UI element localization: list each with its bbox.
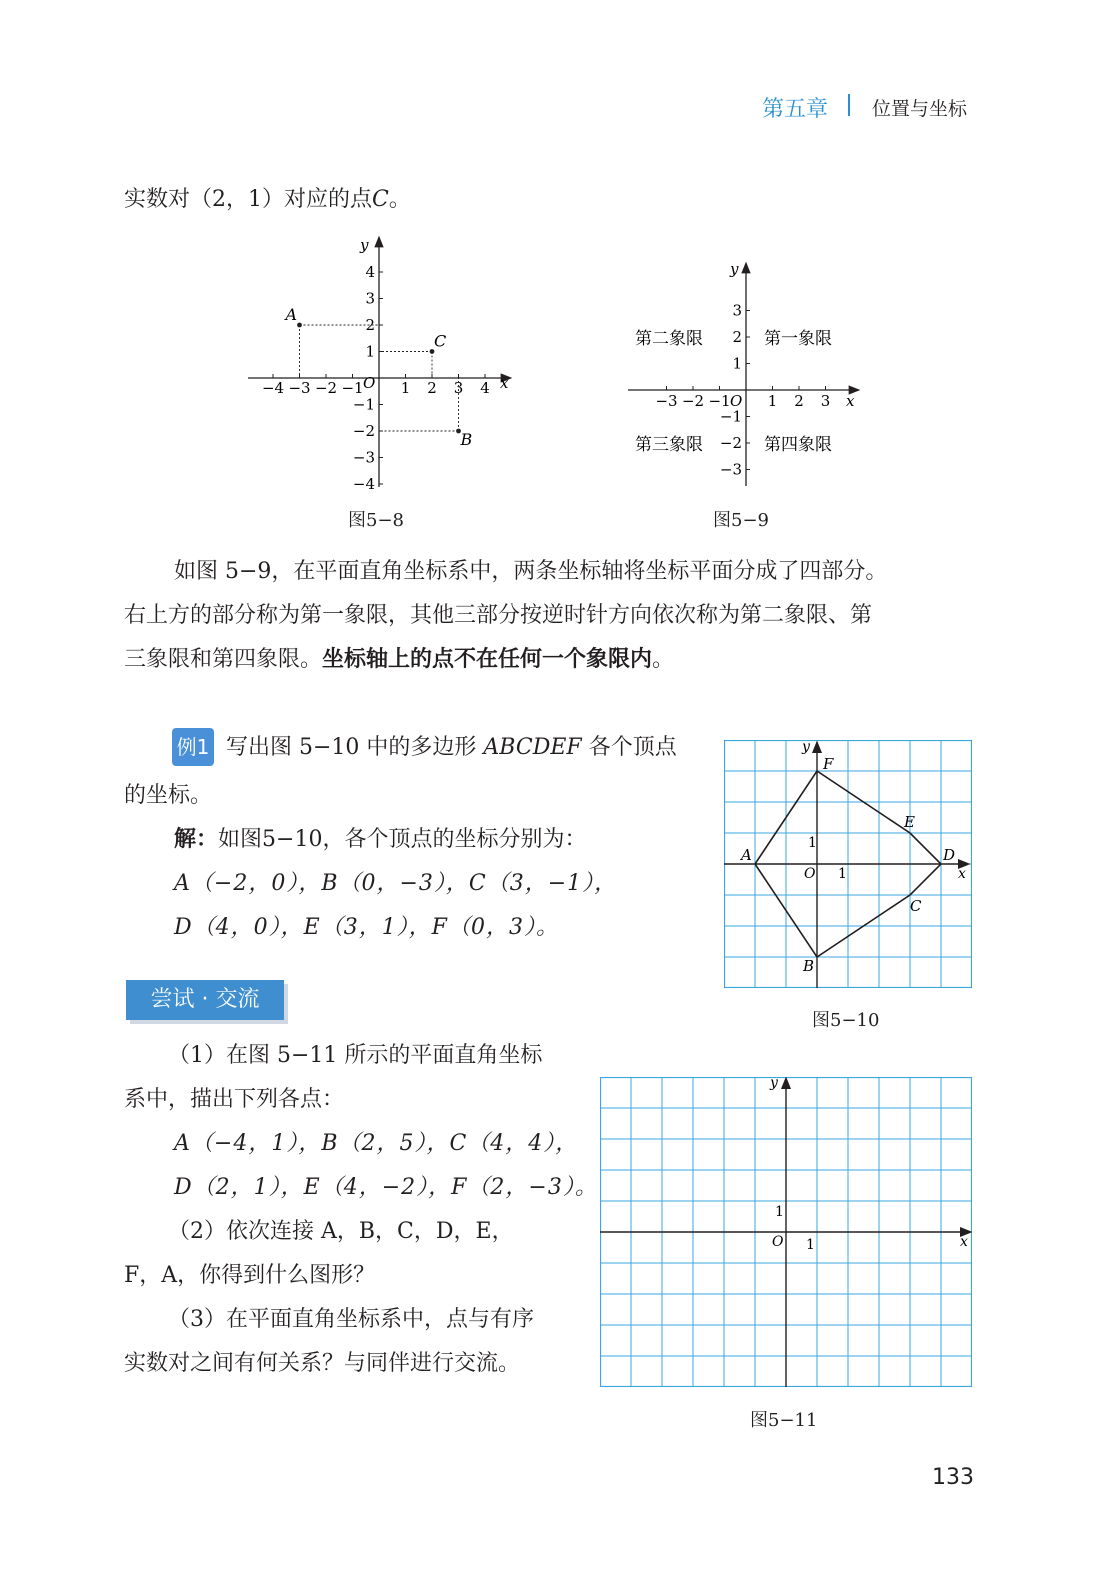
origin-label: O: [363, 374, 376, 392]
x-axis-label: x: [846, 392, 855, 410]
solution-line: 解：如图5−10，各个顶点的坐标分别为：: [174, 827, 587, 852]
vertex-label-F: F: [823, 755, 834, 773]
x-axis-label: x: [958, 866, 966, 882]
x-tick-label-7: 4: [480, 379, 490, 397]
paragraph-line-3: 三象限和第四象限。坐标轴上的点不在任何一个象限内。: [124, 647, 675, 672]
y-tick-label-5: −2: [352, 422, 375, 440]
y-axis-label: y: [730, 260, 739, 278]
quadrant-3-label: 第三象限: [635, 435, 703, 455]
y-axis-label: y: [802, 740, 810, 755]
x-axis-label: x: [500, 374, 509, 392]
try-q3-line-2: 实数对之间有何关系？与同伴进行交流。: [124, 1351, 521, 1376]
try-q2-line-2: F，A，你得到什么图形？: [124, 1263, 376, 1288]
x-tick-label-0: −3: [655, 392, 678, 410]
x-unit-label: 1: [806, 1237, 815, 1253]
origin-label: O: [772, 1234, 784, 1250]
point-A: [297, 323, 302, 328]
x-tick-label-5: 3: [820, 392, 831, 410]
x-tick-label-3: −1: [341, 379, 364, 397]
figure-5-11: [600, 1077, 972, 1387]
chapter-label: 第五章: [762, 97, 829, 122]
plotted-points: [284, 305, 473, 449]
y-axis-label: y: [360, 236, 369, 254]
figure-5-8: [240, 232, 530, 494]
x-tick-label-4: 2: [794, 392, 804, 410]
try-discuss-heading: 尝试 · 交流: [126, 980, 284, 1020]
chapter-title: 位置与坐标: [872, 98, 968, 120]
y-tick-label-3: −1: [719, 407, 742, 426]
origin-label: O: [730, 392, 743, 410]
y-tick-label-0: 4: [365, 263, 375, 281]
vertex-labels: [739, 755, 955, 975]
y-tick-label-1: 3: [365, 289, 375, 308]
example-badge: 例1: [172, 728, 214, 766]
vertex-label-E: E: [904, 813, 915, 831]
figure-5-10-caption: 图5−10: [812, 1010, 880, 1031]
header-divider: [848, 94, 850, 116]
point-label-B: B: [460, 430, 473, 449]
x-tick-label-1: −3: [288, 379, 311, 397]
try-q1-line-1: （1）在图 5−11 所示的平面直角坐标: [168, 1043, 543, 1068]
x-tick-label-6: 3: [453, 379, 464, 397]
x-tick-label-2: −2: [314, 379, 338, 397]
origin-label: O: [804, 866, 816, 882]
example-line-2: 的坐标。: [124, 783, 213, 808]
x-tick-label-3: 1: [767, 392, 778, 410]
x-tick-label-1: −2: [681, 392, 705, 410]
page-number: 133: [932, 1465, 974, 1490]
y-unit-label: 1: [808, 835, 817, 851]
solution-coords-2: D（4，0），E（3，1），F（0，3）。: [174, 915, 559, 940]
quadrant-2-label: 第二象限: [635, 329, 703, 349]
vertex-label-B: B: [803, 957, 815, 975]
point-label-C: C: [434, 331, 447, 351]
figure-5-11-caption: 图5−11: [750, 1410, 818, 1431]
y-tick-label-4: −2: [719, 434, 742, 452]
y-tick-label-5: −3: [719, 460, 742, 479]
point-label-A: A: [285, 305, 298, 324]
try-points-line-2: D（2，1），E（4，−2），F（2，−3）。: [174, 1175, 598, 1200]
paragraph-line-2: 右上方的部分称为第一象限，其他三部分按逆时针方向依次称为第二象限、第: [124, 603, 873, 628]
y-unit-label: 1: [775, 1204, 784, 1220]
y-tick-label-2: 2: [365, 316, 375, 334]
try-q1-line-2: 系中，描出下列各点：: [124, 1087, 345, 1112]
y-tick-label-1: 2: [732, 328, 742, 346]
y-tick-label-2: 1: [732, 354, 742, 373]
solution-coords-1: A（−2，0），B（0，−3），C（3，−1），: [174, 871, 618, 896]
x-unit-label: 1: [838, 866, 847, 882]
y-tick-label-3: 1: [365, 342, 375, 361]
x-tick-label-4: 1: [400, 379, 411, 397]
x-tick-label-2: −1: [708, 392, 731, 410]
vertex-label-D: D: [943, 846, 956, 864]
try-q2-line-1: （2）依次连接 A，B，C，D，E，: [168, 1219, 514, 1244]
vertex-label-C: C: [910, 897, 922, 915]
quadrant-4-label: 第四象限: [764, 435, 832, 455]
try-points-line-1: A（−4，1），B（2，5），C（4，4），: [174, 1131, 579, 1156]
quadrant-1-label: 第一象限: [764, 329, 832, 349]
figure-5-8-caption: 图5−8: [348, 510, 404, 531]
y-tick-label-4: −1: [352, 395, 375, 414]
vertex-label-A: A: [741, 846, 752, 864]
intro-line: 实数对（2，1）对应的点C。: [124, 187, 411, 212]
x-tick-label-0: −4: [261, 379, 285, 397]
x-axis-label: x: [960, 1234, 968, 1250]
y-tick-label-0: 3: [732, 301, 742, 320]
y-tick-label-6: −3: [352, 448, 375, 467]
example-line-1: 写出图 5−10 中的多边形 ABCDEF 各个顶点: [226, 735, 677, 760]
try-q3-line-1: （3）在平面直角坐标系中，点与有序: [168, 1307, 534, 1332]
figure-5-10: [724, 740, 972, 988]
figure-5-9-caption: 图5−9: [713, 510, 769, 531]
y-tick-label-7: −4: [352, 475, 375, 493]
x-tick-label-5: 2: [427, 379, 437, 397]
figure-5-9: [622, 258, 872, 494]
paragraph-line-1: 如图 5−9，在平面直角坐标系中，两条坐标轴将坐标平面分成了四部分。: [174, 559, 888, 584]
y-axis-label: y: [770, 1077, 778, 1091]
